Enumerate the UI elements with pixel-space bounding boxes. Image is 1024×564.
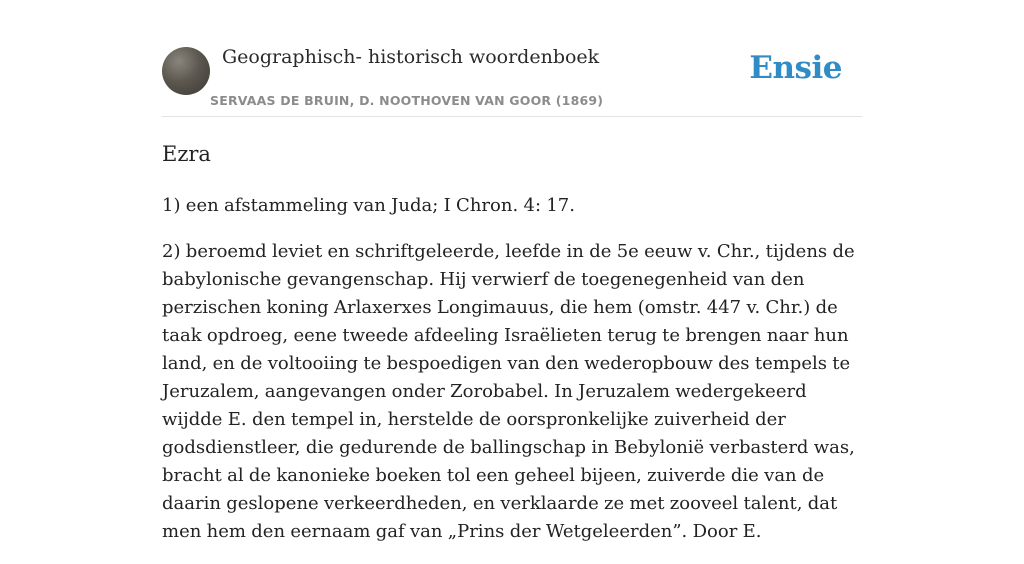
book-header: [162, 40, 862, 117]
book-title[interactable]: Geographisch- historisch woordenboek: [222, 46, 600, 68]
book-cover-image[interactable]: [162, 47, 210, 95]
entry-content: [162, 138, 862, 564]
entry-paragraph-2: 2) beroemd leviet en schriftgeleerde, leefde in de 5e eeuw v. Chr., tijdens de babylonische gevangenschap. Hij verwierf de toegenegenheid van den perzischen koning Arlaxerxes Longimauus, die hem (omstr. 447 v. Chr.) de taak opdroeg, eene tweede afdeeling Israëlieten terug te brengen naar hun land, en de voltooiing te bespoedigen van den wederopbouw des tempels te Jeruzalem, aangevangen onder Zorobabel. In Jeruzalem wedergekeerd wijdde E. den tempel in, herstelde de oorspronkelijke zuiverheid der godsdienstleer, die gedurende de ballingschap in Bebylonië verbasterd was, bracht al de kanonieke boeken tol een geheel bijeen, zuiverde die van de daarin geslopene verkeerdheden, en verklaarde ze met zooveel talent, dat men hem den eernaam gaf van „Prins der Wetgeleerden”. Door E.: [162, 241, 855, 542]
entry-title: Ezra: [162, 142, 211, 166]
book-author: SERVAAS DE BRUIN, D. NOOTHOVEN VAN GOOR (1869): [210, 93, 604, 108]
entry-paragraph-1: 1) een afstammeling van Juda; I Chron. 4: 17.: [162, 195, 575, 216]
ensie-logo[interactable]: Ensie: [749, 50, 842, 86]
